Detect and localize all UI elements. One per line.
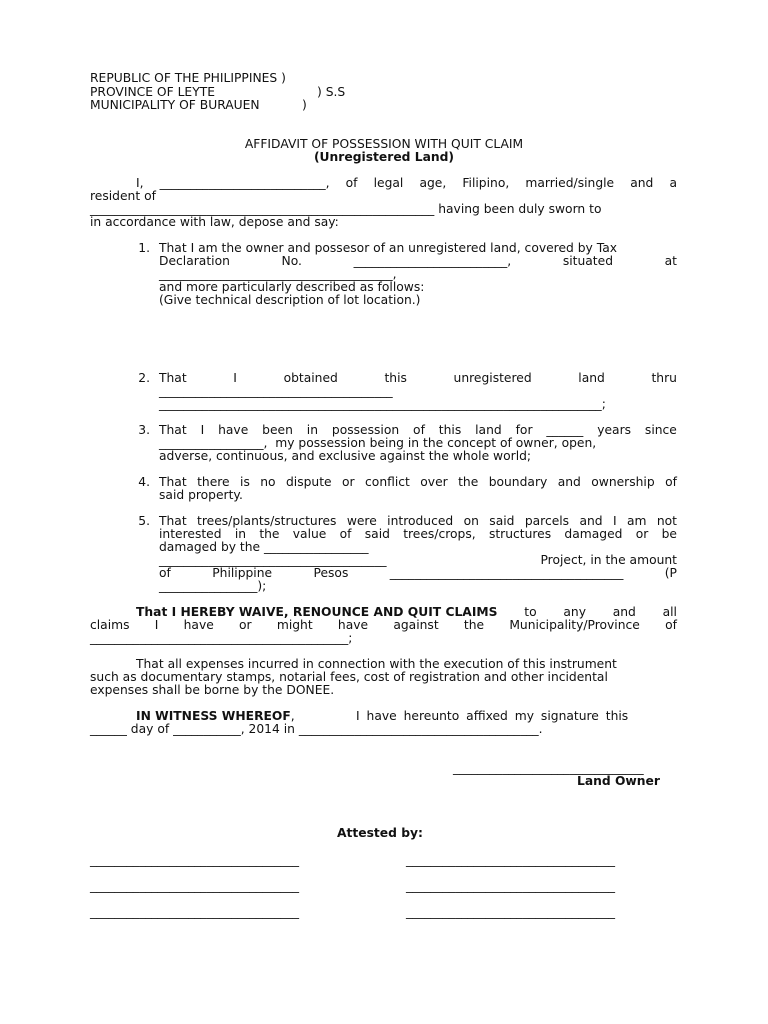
item5-word: said [489,514,515,528]
item3-word: this [438,423,462,437]
attest-signature-line-left: __________________________________ [90,879,300,893]
item5-word: (P [664,566,677,580]
intro-word: a [669,176,677,190]
item5-word: introduced [387,514,454,528]
item5-word: structures [488,527,552,541]
waive-word: or [239,618,252,632]
intro-line-1 [136,177,677,190]
land-owner-label: Land Owner [577,774,660,788]
document-subtitle: (Unregistered Land) [313,150,455,164]
item3-word: That [159,423,187,437]
item4-word: of [665,475,677,489]
intro-word: of [345,176,358,190]
item3-word: in [306,423,318,437]
item4-word: or [342,475,355,489]
item5-word: of [339,527,352,541]
item4-line-2: said property. [159,488,243,502]
item5-word: not [656,514,677,528]
waive-word: might [276,618,313,632]
item3-word: have [218,423,249,437]
expenses-line-2: such as documentary stamps, notarial fees, cost of registration and other incidental [90,670,608,684]
item4-word: there [197,475,230,489]
item-number: 4. [138,475,150,489]
waive-word: of [665,618,677,632]
expenses-line-1: That all expenses incurred in connection with the execution of this instrument [136,657,617,671]
intro-word: age, [419,176,447,190]
item3-word: possession [331,423,400,437]
item5-word: value [292,527,327,541]
item5-word: or [635,527,649,541]
attest-signature-line-left: __________________________________ [90,853,300,867]
item5-word: trees/crops, [403,527,476,541]
header-province: PROVINCE OF LEYTE [90,85,215,99]
item2-word: That [159,371,187,385]
name-blank: ___________________________, [159,176,330,190]
item3-word: years [597,423,632,437]
waive-word: have [337,618,369,632]
item2-word: thru [651,371,677,385]
item2-word: land [578,371,605,385]
header-ss: ) S.S [317,85,346,99]
item5-word: Philippine [212,566,273,580]
waive-word: the [463,618,485,632]
municipality-blank: __________________________________________; [90,631,353,645]
intro-word: Filipino, [462,176,510,190]
intro-word: legal [373,176,404,190]
item5-word: in [234,527,247,541]
item4-word: ownership [591,475,655,489]
item5-word: I [612,514,617,528]
item3-word: since [644,423,677,437]
waive-word: all [662,605,677,619]
item3-word: for [515,423,533,437]
item5-word: That [159,514,187,528]
waive-word: to [524,605,537,619]
item4-word: and [557,475,581,489]
item1-line-4: and more particularly described as follows: [159,280,425,294]
land-owner-signature-line: _______________________________ [453,761,644,775]
tax-declaration-blank: _________________________, [353,254,512,268]
waive-statement: That I HEREBY WAIVE, RENOUNCE AND QUIT CLAIMS [136,605,498,619]
item1-word: situated [562,254,613,268]
item4-word: no [260,475,276,489]
item3-line-2: _________________, my possession being in the concept of owner, open, [159,436,597,450]
witness-comma: , [290,709,295,723]
waive-word: Municipality/Province [509,618,640,632]
attest-signature-line-right: __________________________________ [406,879,616,893]
waive-word: against [393,618,439,632]
item5-word: be [661,527,677,541]
item3-word: of [413,423,425,437]
item5-word: on [463,514,479,528]
item1-line-5: (Give technical description of lot location.) [159,293,421,307]
attest-signature-line-right: __________________________________ [406,853,616,867]
waive-word: claims [90,618,130,632]
waive-word: have [183,618,214,632]
waive-word: I [154,618,159,632]
document-title: AFFIDAVIT OF POSSESSION WITH QUIT CLAIM [244,137,524,151]
item5-line-4-rest: Project, in the amount [540,553,677,567]
amount-words-blank: ______________________________________ [389,566,624,580]
waive-word: any [563,605,586,619]
item5-word: am [626,514,647,528]
header-municipality: MUNICIPALITY OF BURAUEN [90,98,260,112]
item4-word: over [420,475,448,489]
item2-word: unregistered [453,371,532,385]
item3-word: I [200,423,205,437]
item4-word: boundary [488,475,548,489]
item4-word: That [159,475,187,489]
waive-word: and [612,605,636,619]
item2-word: this [384,371,407,385]
item-number: 1. [138,241,150,255]
item2-word: obtained [283,371,338,385]
item5-word: trees/plants/structures [197,514,337,528]
years-blank: ______ [546,423,584,437]
item1-line-1: That I am the owner and possesor of an unregistered land, covered by Tax [159,241,618,255]
location-blank: ______________________________________, [159,267,397,281]
witness-rest-text: I have hereunto affixed my signature this [356,709,629,723]
item2-blank-2: ________________________________________________________________________; [159,397,606,411]
expenses-line-3: expenses shall be borne by the DONEE. [90,683,335,697]
item5-word: Pesos [313,566,349,580]
item5-word: interested [159,527,222,541]
item2-blank-1: ______________________________________ [159,384,393,398]
item5-line-3: damaged by the _________________ [159,540,369,554]
item2-word: I [233,371,237,385]
header-republic: REPUBLIC OF THE PHILIPPINES ) [90,71,286,85]
item3-line-3: adverse, continuous, and exclusive against the whole world; [159,449,532,463]
amount-figure-blank: ________________); [159,579,267,593]
item5-word: damaged [564,527,623,541]
item1-word: Declaration [159,254,230,268]
item-number: 2. [138,371,150,385]
item3-word: been [262,423,293,437]
intro-word: married/single [525,176,615,190]
item5-word: were [346,514,377,528]
item5-word: the [259,527,280,541]
attest-signature-line-left: __________________________________ [90,905,300,919]
item3-word: land [475,423,502,437]
intro-line-2: resident of [90,189,156,203]
item-number: 3. [138,423,150,437]
intro-line-4: in accordance with law, depose and say: [90,215,339,229]
project-blank: _____________________________________ [159,553,387,567]
attest-signature-line-right: __________________________________ [406,905,616,919]
item4-word: dispute [286,475,332,489]
intro-word: and [630,176,654,190]
item-number: 5. [138,514,150,528]
header-paren: ) [302,98,307,112]
item1-word: No. [281,254,302,268]
item4-word: is [240,475,250,489]
item4-word: the [458,475,479,489]
item5-word: and [579,514,603,528]
witness-heading: IN WITNESS WHEREOF [136,709,291,723]
intro-word: I, [136,176,144,190]
intro-line-3: ________________________________________________________ having been duly sworn to [90,202,602,216]
item1-word: at [664,254,677,268]
witness-line-2: ______ day of ___________, 2014 in _______________________________________. [90,722,543,736]
item5-word: parcels [524,514,570,528]
attested-by-label: Attested by: [337,826,423,840]
item5-word: of [159,566,171,580]
item4-word: conflict [365,475,410,489]
item5-word: said [364,527,390,541]
